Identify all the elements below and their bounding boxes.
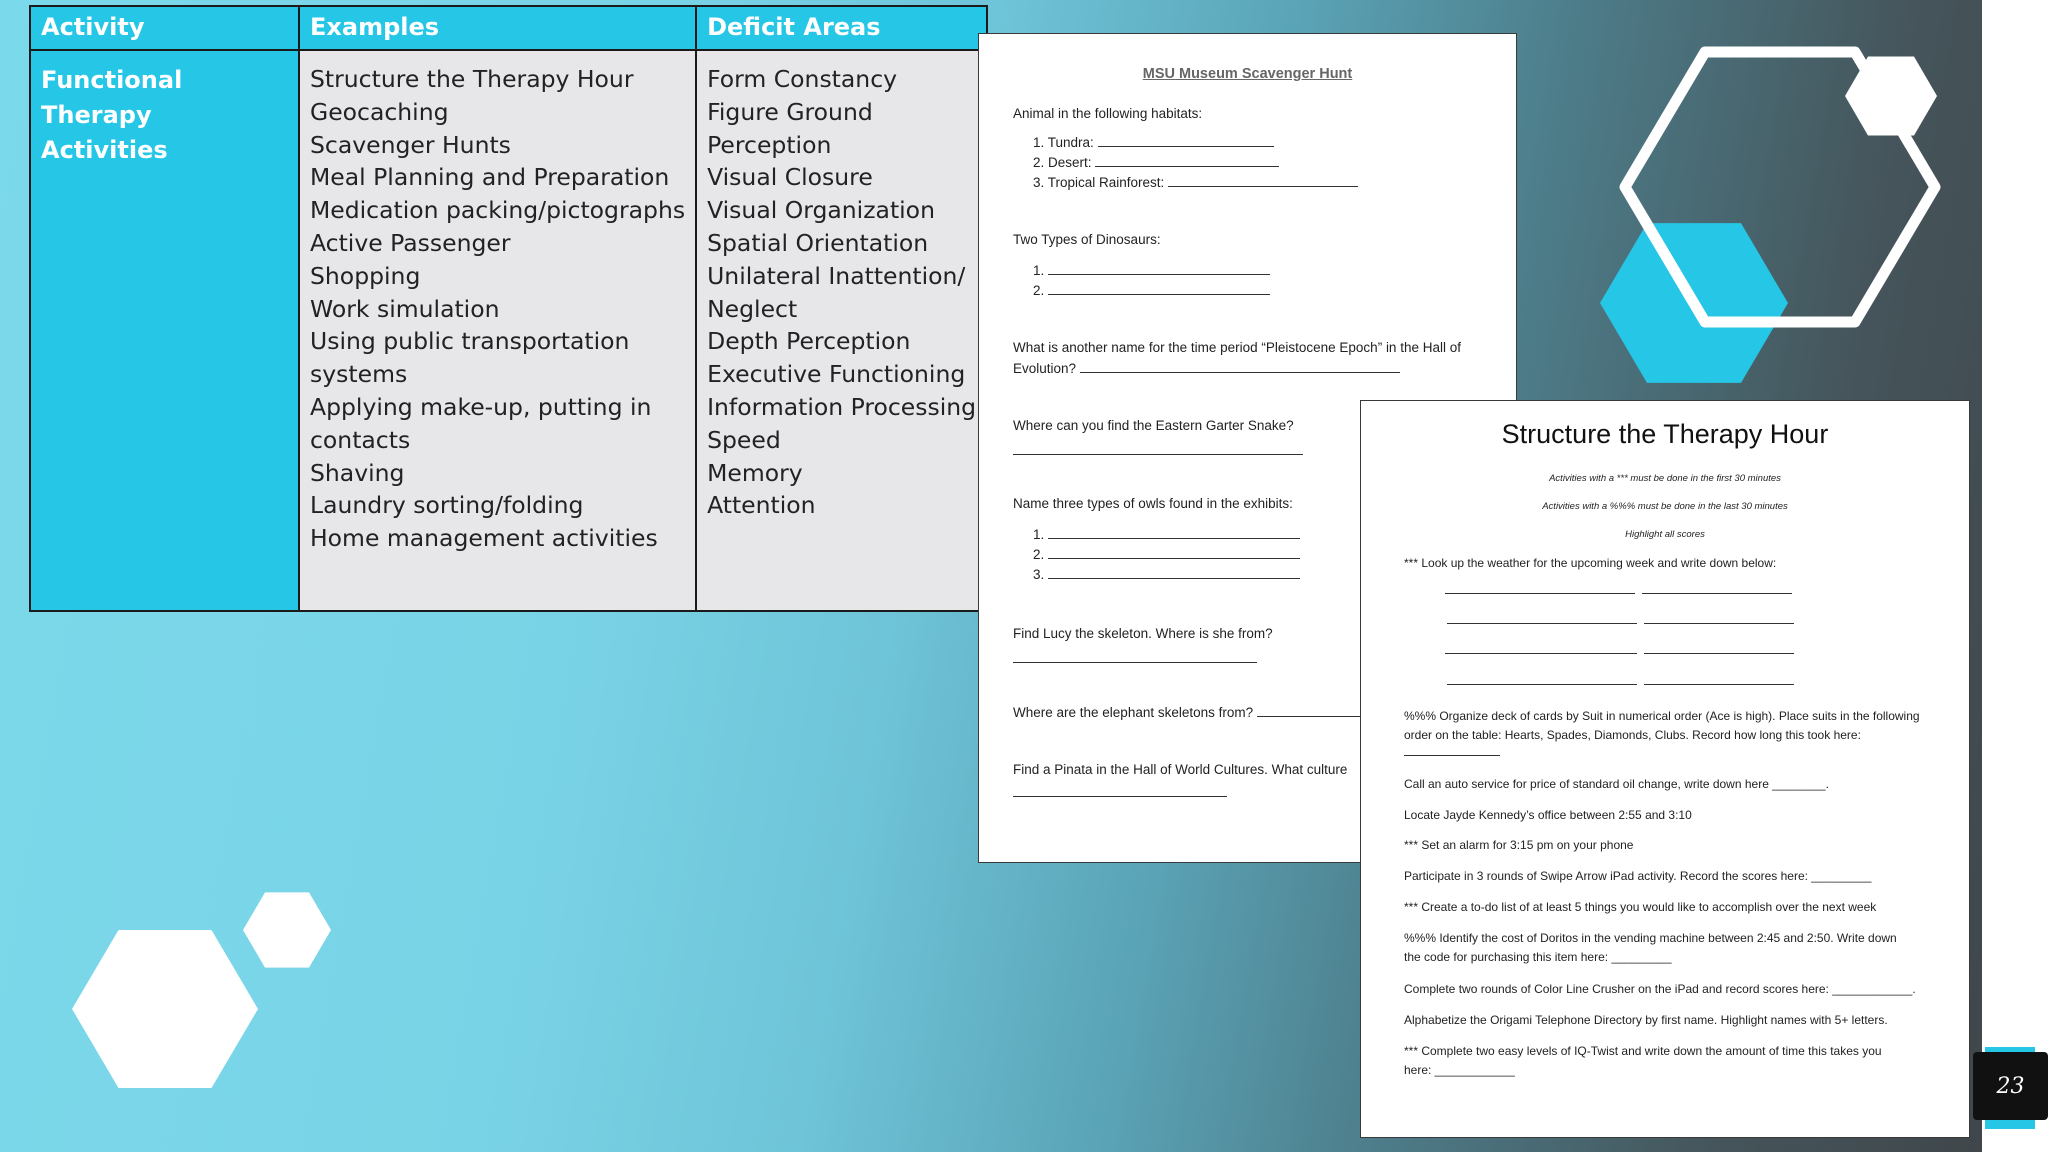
header-activity: Activity: [30, 6, 299, 50]
example-item: Medication packing/pictographs: [310, 196, 686, 225]
answer-label: 2.: [1033, 547, 1045, 562]
table-header-row: [30, 6, 987, 50]
example-item: Shaving: [310, 458, 405, 487]
answer-line: [1033, 134, 1274, 150]
answer-label: 2.: [1033, 283, 1045, 298]
header-deficit-areas: Deficit Areas: [696, 6, 987, 50]
answer-label: 3.: [1033, 567, 1045, 582]
answer-blank: [1095, 154, 1279, 167]
example-item: Laundry sorting/folding: [310, 491, 584, 520]
task-text: %%% Identify the cost of Doritos in the vending machine between 2:45 and 2:50. Write down: [1404, 931, 1897, 945]
answer-blank: [1644, 611, 1794, 624]
answer-blank: [1168, 174, 1358, 187]
answer-blank: [1048, 262, 1270, 275]
answer-line: [1033, 526, 1300, 542]
task-text: %%% Organize deck of cards by Suit in numerical order (Ace is high). Place suits in the following: [1404, 709, 1920, 723]
examples-cell: [299, 50, 696, 611]
therapy-hour-worksheet: [1360, 400, 1970, 1138]
example-item: Home management activities: [310, 524, 658, 553]
answer-line: [1033, 566, 1300, 582]
example-item: systems: [310, 360, 408, 389]
answer-blank: [1445, 581, 1635, 594]
question-text: What is another name for the time period “Pleistocene Epoch” in the Hall of: [1013, 340, 1461, 355]
answer-blank: [1080, 360, 1400, 373]
task-text: *** Look up the weather for the upcoming week and write down below:: [1404, 556, 1777, 570]
answer-line: [1013, 704, 1377, 720]
answer-blank: [1644, 641, 1794, 654]
answer-blank: [1404, 743, 1500, 756]
activity-line: Activities: [41, 136, 168, 164]
instruction-note: Activities with a %%% must be done in the last 30 minutes: [1542, 501, 1788, 512]
example-item: Meal Planning and Preparation: [310, 163, 670, 192]
deficit-item: Spatial Orientation: [707, 228, 929, 257]
worksheet-title: MSU Museum Scavenger Hunt: [1142, 66, 1353, 82]
answer-blank: [1048, 546, 1300, 559]
deficit-item: Memory: [707, 458, 803, 487]
answer-blank: [1048, 566, 1300, 579]
activity-cell: [30, 50, 299, 611]
answer-blank: [1013, 442, 1303, 455]
instruction-note: Activities with a *** must be done in the first 30 minutes: [1549, 473, 1781, 484]
answer-line: [1033, 282, 1270, 298]
example-item: Active Passenger: [310, 228, 511, 257]
right-edge-strip: [1982, 0, 2048, 1152]
answer-blank: [1447, 672, 1637, 685]
answer-label: 1. Tundra:: [1033, 135, 1094, 150]
deficit-item: Depth Perception: [707, 327, 911, 356]
worksheet-title: Structure the Therapy Hour: [1501, 419, 1829, 449]
task-text: Call an auto service for price of standard oil change, write down here ________.: [1404, 777, 1829, 791]
deficit-item: Information Processing: [707, 392, 977, 421]
answer-line: [1033, 546, 1300, 562]
decor-hex-white-large: [72, 925, 258, 1093]
deficit-item: Neglect: [707, 294, 798, 323]
task-text: Participate in 3 rounds of Swipe Arrow iPad activity. Record the scores here: _________: [1404, 869, 1872, 883]
answer-line: [1033, 174, 1358, 190]
example-item: Applying make-up, putting in: [310, 392, 652, 421]
answer-line: [1013, 784, 1227, 800]
task-text: *** Set an alarm for 3:15 pm on your phone: [1404, 838, 1634, 852]
question-text: Evolution?: [1013, 361, 1077, 376]
deficit-item: Speed: [707, 425, 781, 454]
question-text: Animal in the following habitats:: [1013, 106, 1203, 121]
question-text: Name three types of owls found in the exhibits:: [1013, 496, 1293, 511]
task-text: *** Complete two easy levels of IQ-Twist and write down the amount of time this takes you: [1404, 1044, 1882, 1058]
answer-blank: [1447, 611, 1637, 624]
answer-blank-row: [1445, 581, 1792, 597]
header-examples: Examples: [299, 6, 696, 50]
answer-blank: [1644, 672, 1794, 685]
answer-blank-row: [1445, 641, 1794, 657]
deficit-item: Visual Organization: [707, 196, 935, 225]
answer-blank: [1013, 784, 1227, 797]
instruction-note: Highlight all scores: [1625, 529, 1705, 540]
answer-blank-row: [1447, 672, 1794, 688]
answer-label: 3. Tropical Rainforest:: [1033, 175, 1165, 190]
task-text: Alphabetize the Origami Telephone Directory by first name. Highlight names with 5+ letters.: [1404, 1013, 1888, 1027]
question-text: Find a Pinata in the Hall of World Cultures. What culture: [1013, 762, 1348, 777]
answer-line: [1013, 360, 1400, 376]
deficit-item: Executive Functioning: [707, 360, 966, 389]
question-text: Where are the elephant skeletons from?: [1013, 705, 1254, 720]
answer-line: [1033, 154, 1279, 170]
decor-hex-white-small: [243, 890, 331, 970]
answer-line: [1013, 650, 1257, 666]
task-text: Complete two rounds of Color Line Crusher on the iPad and record scores here: ____________.: [1404, 982, 1916, 996]
example-item: Using public transportation: [310, 327, 630, 356]
task-text: order on the table: Hearts, Spades, Diamonds, Clubs. Record how long this took here:: [1404, 728, 1861, 742]
answer-label: 1.: [1033, 263, 1045, 278]
answer-blank-row: [1447, 611, 1794, 627]
table-row: [30, 50, 987, 611]
example-item: Scavenger Hunts: [310, 130, 511, 159]
deficits-cell: [696, 50, 987, 611]
answer-blank: [1642, 581, 1792, 594]
example-item: contacts: [310, 425, 411, 454]
answer-line: [1013, 442, 1303, 458]
task-text: the code for purchasing this item here: _________: [1404, 950, 1672, 964]
task-text: Locate Jayde Kennedy’s office between 2:55 and 3:10: [1404, 808, 1692, 822]
page-number: 23: [1973, 1052, 2048, 1120]
example-item: Work simulation: [310, 294, 500, 323]
question-text: Find Lucy the skeleton. Where is she from?: [1013, 626, 1273, 641]
example-item: Shopping: [310, 261, 421, 290]
example-item: Structure the Therapy Hour: [310, 65, 634, 93]
deficit-item: Perception: [707, 130, 832, 159]
answer-blank-row: [1404, 743, 1500, 759]
task-text: *** Create a to-do list of at least 5 things you would like to accomplish over the next week: [1404, 900, 1877, 914]
activity-table: [29, 5, 988, 612]
deficit-item: Visual Closure: [707, 163, 873, 192]
answer-blank: [1445, 641, 1637, 654]
deficit-item: Figure Ground: [707, 97, 873, 126]
question-text: Two Types of Dinosaurs:: [1013, 232, 1161, 247]
answer-blank: [1257, 704, 1377, 717]
answer-line: [1033, 262, 1270, 278]
answer-label: 2. Desert:: [1033, 155, 1092, 170]
answer-label: 1.: [1033, 527, 1045, 542]
deficit-item: Unilateral Inattention/: [707, 261, 966, 290]
example-item: Geocaching: [310, 97, 449, 126]
deficit-item: Form Constancy: [707, 65, 898, 93]
answer-blank: [1048, 526, 1300, 539]
task-text: here: ____________: [1404, 1063, 1515, 1077]
activity-line: Functional Therapy: [41, 66, 183, 129]
answer-blank: [1013, 650, 1257, 663]
answer-blank: [1048, 282, 1270, 295]
answer-blank: [1098, 134, 1274, 147]
question-text: Where can you find the Eastern Garter Snake?: [1013, 418, 1294, 433]
deficit-item: Attention: [707, 491, 816, 520]
